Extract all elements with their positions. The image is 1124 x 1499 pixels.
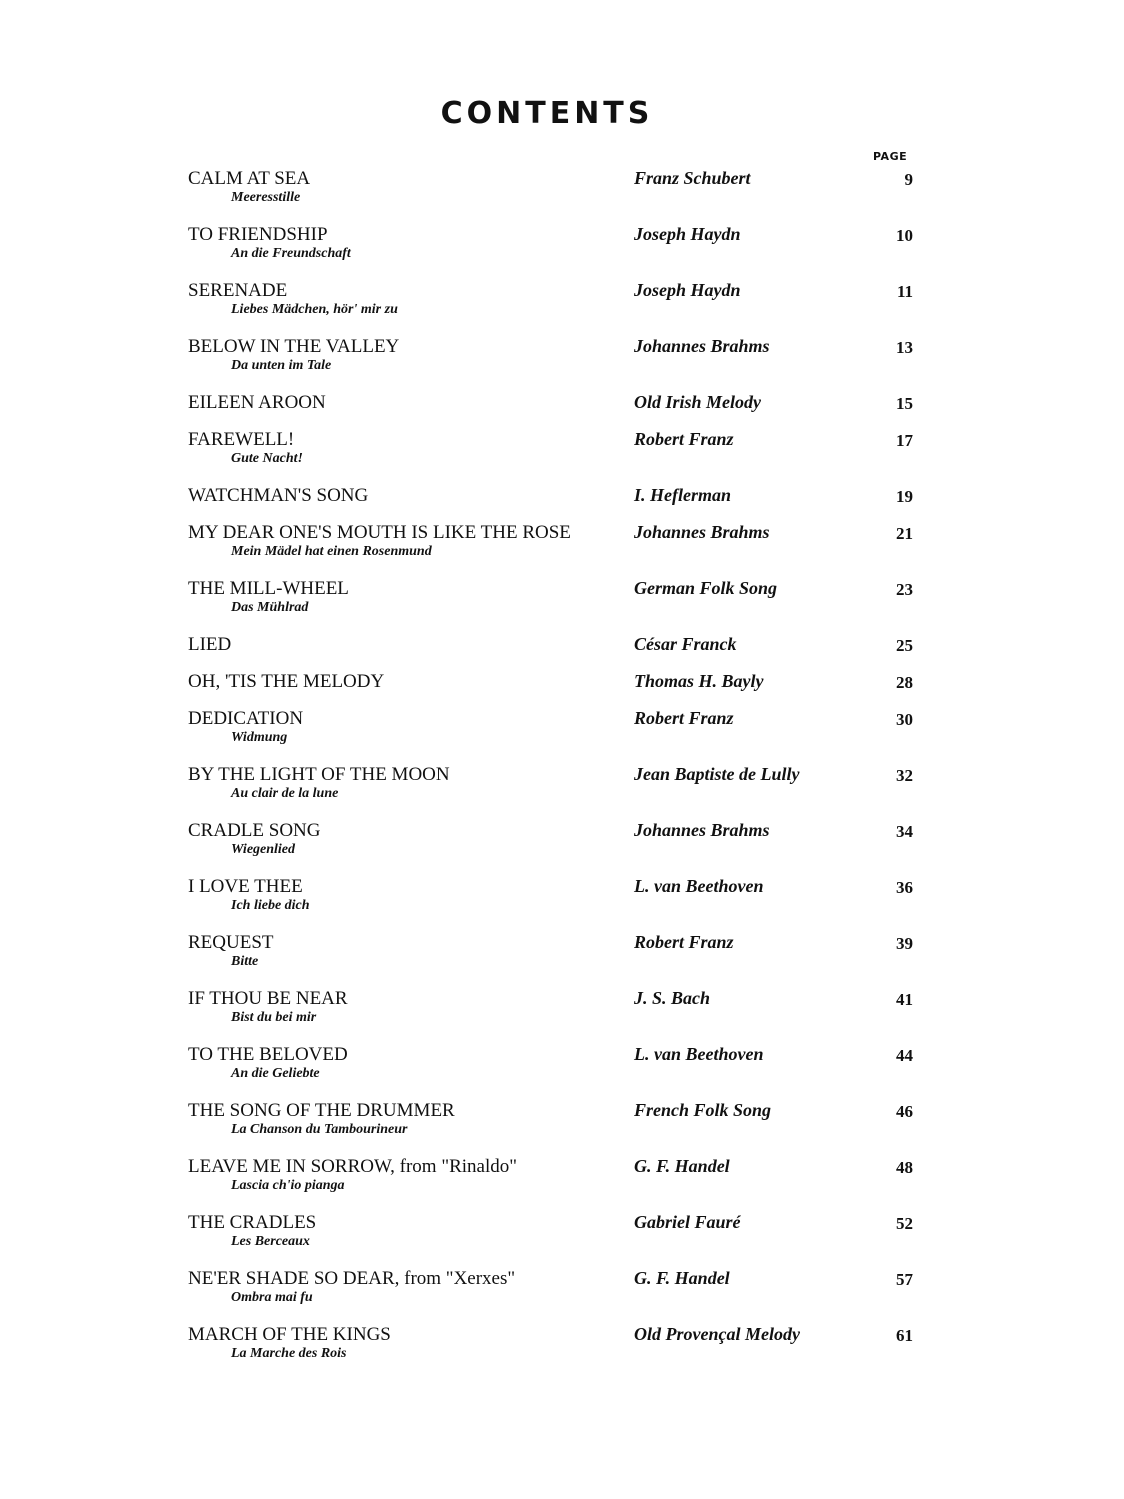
- composer: Johannes Brahms: [634, 336, 770, 356]
- page-number: 17: [896, 431, 913, 450]
- contents-entry: [0, 1156, 1124, 1212]
- composer: Franz Schubert: [634, 168, 751, 188]
- page-column-header: PAGE: [873, 150, 908, 163]
- song-title: EILEEN AROON: [188, 392, 326, 413]
- page-number: 30: [896, 710, 913, 729]
- song-original-title: Lascia ch'io pianga: [231, 1178, 345, 1193]
- contents-entry: [0, 988, 1124, 1044]
- song-original-title: An die Freundschaft: [231, 246, 351, 261]
- song-title: NE'ER SHADE SO DEAR, from "Xerxes": [188, 1268, 516, 1289]
- song-title: CRADLE SONG: [188, 820, 321, 841]
- composer: French Folk Song: [634, 1100, 772, 1120]
- contents-entry: [0, 932, 1124, 988]
- contents-entry: [0, 671, 1124, 708]
- song-title: BELOW IN THE VALLEY: [188, 336, 400, 357]
- page-number: 21: [896, 524, 913, 543]
- page-number: 25: [896, 636, 913, 655]
- song-original-title: Ich liebe dich: [231, 898, 310, 913]
- contents-entry: [0, 1324, 1124, 1380]
- song-original-title: Das Mühlrad: [231, 600, 309, 615]
- song-title: OH, 'TIS THE MELODY: [188, 671, 385, 692]
- contents-entry: [0, 1212, 1124, 1268]
- page-title: CONTENTS: [440, 96, 654, 131]
- song-title: MARCH OF THE KINGS: [188, 1324, 391, 1345]
- song-original-title: Au clair de la lune: [231, 786, 339, 801]
- song-original-title: Ombra mai fu: [231, 1290, 313, 1305]
- page-number: 61: [896, 1326, 913, 1345]
- contents-entry: [0, 522, 1124, 578]
- composer: L. van Beethoven: [634, 1044, 764, 1064]
- composer: Robert Franz: [634, 708, 734, 728]
- song-title: THE SONG OF THE DRUMMER: [188, 1100, 455, 1121]
- contents-entry: [0, 764, 1124, 820]
- contents-entry: [0, 336, 1124, 392]
- song-title: THE CRADLES: [188, 1212, 317, 1233]
- composer: Joseph Haydn: [634, 224, 741, 244]
- song-title: I LOVE THEE: [188, 876, 303, 897]
- composer: Joseph Haydn: [634, 280, 741, 300]
- song-title: MY DEAR ONE'S MOUTH IS LIKE THE ROSE: [188, 522, 571, 543]
- song-title: THE MILL-WHEEL: [188, 578, 349, 599]
- page-number: 57: [896, 1270, 913, 1289]
- song-original-title: Widmung: [231, 730, 288, 745]
- composer: Old Provençal Melody: [634, 1324, 800, 1344]
- contents-list: [0, 168, 1124, 1380]
- page-number: 44: [896, 1046, 913, 1065]
- composer: German Folk Song: [634, 578, 778, 598]
- song-original-title: Bitte: [231, 954, 259, 969]
- contents-entry: [0, 820, 1124, 876]
- song-original-title: La Marche des Rois: [231, 1346, 347, 1361]
- page-number: 46: [896, 1102, 913, 1121]
- contents-entry: [0, 578, 1124, 634]
- song-title: LIED: [188, 634, 232, 655]
- composer: Jean Baptiste de Lully: [634, 764, 800, 784]
- composer: I. Heflerman: [634, 485, 731, 505]
- song-original-title: Les Berceaux: [231, 1234, 310, 1249]
- page-number: 48: [896, 1158, 913, 1177]
- contents-entry: [0, 1044, 1124, 1100]
- contents-entry: [0, 168, 1124, 224]
- song-title: IF THOU BE NEAR: [188, 988, 348, 1009]
- song-original-title: An die Geliebte: [231, 1066, 320, 1081]
- composer: Johannes Brahms: [634, 820, 770, 840]
- composer: Gabriel Fauré: [634, 1212, 741, 1232]
- composer: L. van Beethoven: [634, 876, 764, 896]
- song-original-title: Bist du bei mir: [231, 1010, 317, 1025]
- song-title: TO THE BELOVED: [188, 1044, 348, 1065]
- page-number: 39: [896, 934, 913, 953]
- song-title: TO FRIENDSHIP: [188, 224, 328, 245]
- composer: Robert Franz: [634, 429, 734, 449]
- composer: J. S. Bach: [634, 988, 711, 1008]
- page-number: 19: [896, 487, 913, 506]
- page-number: 52: [896, 1214, 913, 1233]
- page-number: 36: [896, 878, 913, 897]
- composer: César Franck: [634, 634, 737, 654]
- song-original-title: Da unten im Tale: [231, 358, 332, 373]
- song-original-title: Liebes Mädchen, hör' mir zu: [231, 302, 398, 317]
- page-number: 13: [896, 338, 913, 357]
- composer: Thomas H. Bayly: [634, 671, 764, 691]
- contents-entry: [0, 708, 1124, 764]
- song-title: FAREWELL!: [188, 429, 295, 450]
- composer: G. F. Handel: [634, 1156, 730, 1176]
- page-number: 9: [904, 170, 913, 189]
- contents-entry: [0, 429, 1124, 485]
- song-title: DEDICATION: [188, 708, 304, 729]
- page-number: 34: [896, 822, 913, 841]
- contents-entry: [0, 280, 1124, 336]
- page-number: 28: [896, 673, 913, 692]
- contents-entry: [0, 392, 1124, 429]
- page-number: 32: [896, 766, 913, 785]
- song-title: SERENADE: [188, 280, 288, 301]
- composer: G. F. Handel: [634, 1268, 730, 1288]
- composer: Old Irish Melody: [634, 392, 762, 412]
- song-title: WATCHMAN'S SONG: [188, 485, 369, 506]
- contents-entry: [0, 224, 1124, 280]
- page-number: 15: [896, 394, 913, 413]
- song-title: CALM AT SEA: [188, 168, 311, 189]
- page-number: 41: [896, 990, 913, 1009]
- song-original-title: Mein Mädel hat einen Rosenmund: [231, 544, 432, 559]
- contents-entry: [0, 1100, 1124, 1156]
- song-original-title: Meeresstille: [231, 190, 301, 205]
- song-title: LEAVE ME IN SORROW, from "Rinaldo": [188, 1156, 518, 1177]
- song-original-title: La Chanson du Tambourineur: [231, 1122, 408, 1137]
- page-number: 11: [896, 282, 913, 301]
- contents-entry: [0, 1268, 1124, 1324]
- contents-entry: [0, 876, 1124, 932]
- page-number: 23: [896, 580, 913, 599]
- song-title: BY THE LIGHT OF THE MOON: [188, 764, 450, 785]
- page-number: 10: [896, 226, 913, 245]
- contents-entry: [0, 485, 1124, 522]
- song-original-title: Wiegenlied: [231, 842, 296, 857]
- composer: Robert Franz: [634, 932, 734, 952]
- contents-entry: [0, 634, 1124, 671]
- song-title: REQUEST: [188, 932, 274, 953]
- song-original-title: Gute Nacht!: [231, 451, 303, 466]
- composer: Johannes Brahms: [634, 522, 770, 542]
